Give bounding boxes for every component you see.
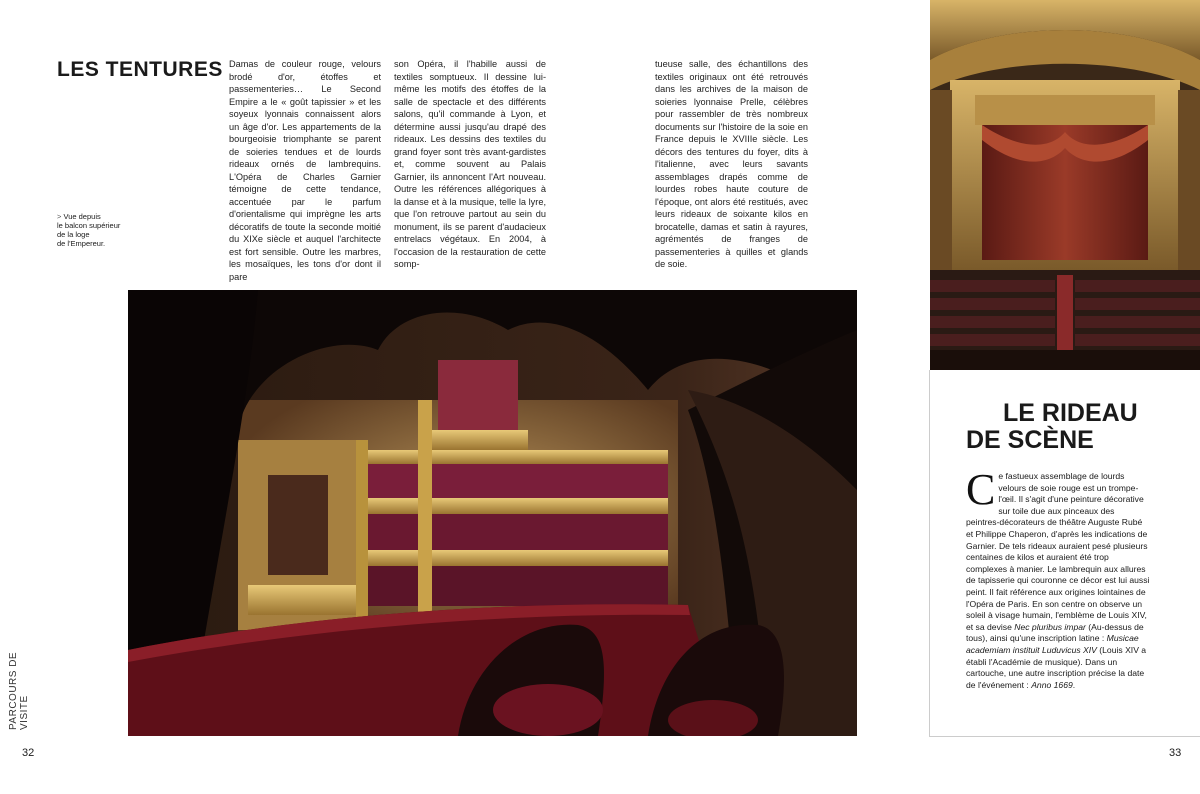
section-heading-tentures: LES TENTURES bbox=[57, 58, 223, 81]
heading-line: LE RIDEAU bbox=[1003, 399, 1138, 427]
photo-view-from-emperor-box bbox=[128, 290, 857, 736]
date-text: Anno 1669 bbox=[1031, 679, 1073, 690]
body-text: e fastueux assemblage de lourds velours de soie rouge est un trompe-l'œil. Il s'agit d'une peinture décorative sur toile due aux pinceaux des peintres-décorateurs de théâtre Auguste Rubé et Philippe Chaperon, d'après les indications de Garnier. De tels rideaux auraient pesé plusieurs centaines de kilos et auraient été trop complexes à manier. Le lambrequin aux allures de tapisserie qui couronne ce décor est lui aussi peint. Il fait référence aux origines lointaines de l'Opéra de Paris. En son centre on observe un soleil à visage humain, l'emblème de Louis XIV, et sa devise bbox=[966, 471, 1150, 632]
inscription-text: Musicae academiam instituit Luduvicus XIV bbox=[966, 633, 1139, 655]
caption-line: Vue depuis bbox=[63, 212, 101, 221]
body-column-1: Damas de couleur rouge, velours brodé d'or, étoffes et passementeries… Le Second Empire a le « goût tapissier » et les soyeux lyonnais connaissent alors un âge d'or. Les appartements de la bourgeoisie triomphante se parent de soieries tendues et de lourds rideaux ornés de lambrequins. L'Opéra de Charles Garnier témoigne de cette tendance, accentuée par le parfum d'orientalisme qui imprègne les arts décoratifs de toute la seconde moitié du XIXe siècle et auquel l'architecte est fort sensible. Outre les marbres, les mosaïques, les tons d'or dont il pare bbox=[229, 59, 381, 282]
rideau-body-text bbox=[966, 465, 1150, 691]
caption-arrow-icon: > bbox=[57, 212, 62, 221]
caption-line: de la loge bbox=[57, 230, 90, 239]
running-head: PARCOURS DE VISITE bbox=[8, 651, 30, 730]
page-number-right: 33 bbox=[1169, 747, 1182, 759]
caption-line: de l'Empereur. bbox=[57, 239, 106, 248]
body-column-3: tueuse salle, des échantillons des textiles originaux ont été retrouvés dans les archives de la maison de soieries lyonnaise Prelle, célèbres pour rassembler de très nombreux documents sur l'histoire de la soie en France depuis le XVIIIe siècle. Les décors des tentures du foyer, dits à l'italienne, avec leurs savants assemblages drapés comme de lourdes robes haute couture de l'époque, ont alors été restitués, avec leurs rideaux de soixante kilos en brocatelle, damas et satin à rayures, agrémentés de franges de passementeries à quilles et glands de soie. bbox=[655, 59, 808, 269]
frame-divider bbox=[929, 736, 1200, 737]
section-heading-rideau bbox=[966, 400, 1166, 454]
body-column-2: son Opéra, il l'habille aussi de textiles somptueux. Il dessine lui-même les motifs des étoffes de la salle de spectacle et des différents salons, qu'il commande à Lyon, et détermine aussi jusqu'au drapé des rideaux. Les dessins des textiles du grand foyer sont très avant-gardistes et, comme souvent au Palais Garnier, ils annoncent l'Art nouveau. Outre les références allégoriques à la danse et à la musique, telle la lyre, que l'on retrouve partout au sein du monument, ils se parent d'audacieux entrelacs végétaux. En 2004, à l'occasion de la restauration de cette somp- bbox=[394, 59, 546, 269]
drop-cap: C bbox=[966, 465, 996, 514]
photo-caption bbox=[57, 212, 147, 248]
caption-line: le balcon supérieur bbox=[57, 221, 121, 230]
opera-house-illustration bbox=[128, 290, 857, 736]
body-text: (Au-dessus de tous), ainsi qu'une inscription latine : bbox=[966, 621, 1144, 644]
page-number-left: 32 bbox=[22, 747, 35, 759]
stage-curtain-illustration bbox=[930, 0, 1200, 370]
photo-stage-curtain bbox=[930, 0, 1200, 370]
body-text: . bbox=[1072, 679, 1076, 690]
motto-text: Nec pluribus impar bbox=[1014, 621, 1086, 632]
frame-divider bbox=[929, 370, 930, 737]
heading-line: DE SCÈNE bbox=[966, 426, 1094, 454]
body-text: (Louis XIV a établi l'Académie de musique). Dans un cartouche, une autre inscription précise la date de l'événement : bbox=[966, 644, 1147, 690]
